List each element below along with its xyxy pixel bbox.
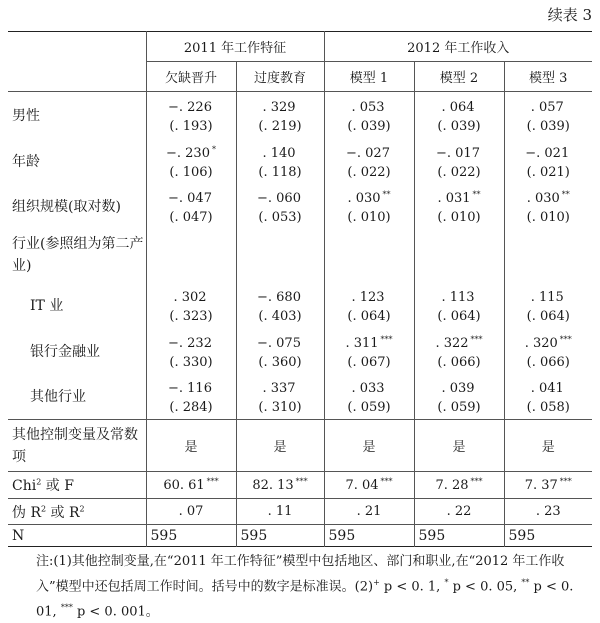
- std-error: (. 066): [526, 354, 570, 370]
- row-label: 男性: [12, 108, 40, 125]
- coef: −. 226: [168, 100, 212, 116]
- coef: . 322: [435, 335, 469, 351]
- table-row: [8, 183, 592, 229]
- superscript: 2: [41, 503, 47, 513]
- coef: . 030: [347, 190, 381, 206]
- coef: . 030: [526, 190, 560, 206]
- table-row: [8, 374, 592, 420]
- std-error: (. 064): [437, 308, 481, 324]
- column-header: 过度教育: [236, 62, 324, 92]
- table-cell: . 23: [504, 499, 592, 525]
- std-error: (. 330): [169, 354, 213, 370]
- sig-marker: *: [211, 144, 216, 154]
- table-cell: [236, 374, 324, 420]
- std-error: (. 284): [169, 400, 213, 416]
- table-cell: [236, 328, 324, 374]
- coef: . 041: [530, 381, 564, 397]
- table-cell: [324, 374, 414, 420]
- table-cell: [146, 92, 236, 139]
- table-cell: . 22: [414, 499, 504, 525]
- note-text: p < 0. 001。: [72, 604, 159, 620]
- table-cell: 是: [146, 420, 236, 472]
- row-label: 其他行业: [30, 389, 86, 406]
- sig-marker: **: [561, 189, 570, 199]
- coef: . 113: [441, 289, 475, 305]
- sig-marker: **: [382, 189, 391, 199]
- table-cell: [504, 229, 592, 282]
- std-error: (. 219): [258, 119, 302, 135]
- sig-symbol: **: [521, 578, 530, 587]
- row-label: 其他控制变量及常数项: [12, 426, 138, 465]
- row-label: IT 业: [30, 297, 64, 314]
- std-error: (. 193): [169, 119, 213, 135]
- coef: . 337: [262, 381, 296, 397]
- note-text: p < 0. 1,: [379, 579, 445, 595]
- table-cell: [146, 374, 236, 420]
- note-text: 注:(1)其他控制变量,在“2011 年工作特征”模型中包括地区、部门和职业,在“2012 年工作收入”模型中还包括周工作时间。括号中的数字是标准误。(2): [36, 554, 565, 595]
- table-cell: [324, 92, 414, 139]
- std-error: (. 310): [258, 400, 302, 416]
- table-cell: 595: [324, 525, 414, 547]
- stub-header: [8, 32, 146, 92]
- coef: . 115: [530, 289, 564, 305]
- coef: −. 680: [257, 289, 301, 305]
- stat-value: 7. 37: [524, 478, 558, 493]
- regression-table: [8, 31, 592, 547]
- std-error: (. 039): [526, 119, 570, 135]
- coef: . 140: [262, 145, 296, 161]
- std-error: (. 067): [347, 354, 391, 370]
- table-note: [36, 551, 592, 623]
- superscript: 2: [79, 503, 85, 513]
- table-row: [8, 139, 592, 183]
- coef: . 033: [351, 381, 385, 397]
- stat-value: 60. 61: [163, 478, 205, 493]
- sig-symbol: *: [444, 578, 449, 587]
- table-cell: [236, 282, 324, 328]
- std-error: (. 058): [526, 400, 570, 416]
- stat-value: 7. 04: [345, 478, 379, 493]
- std-error: (. 360): [258, 354, 302, 370]
- table-cell: [146, 472, 236, 499]
- table-cell: [414, 229, 504, 282]
- sig-marker: ***: [380, 477, 393, 486]
- std-error: (. 010): [347, 209, 391, 225]
- table-cell: [236, 229, 324, 282]
- coef: . 057: [530, 100, 564, 116]
- sig-symbol: ***: [60, 603, 73, 613]
- std-error: (. 403): [258, 308, 302, 324]
- table-cell: [146, 229, 236, 282]
- std-error: (. 064): [347, 308, 391, 324]
- table-cell: . 11: [236, 499, 324, 525]
- table-cell: [414, 472, 504, 499]
- coef: −. 021: [525, 145, 570, 161]
- table-cell: 是: [504, 420, 592, 472]
- table-cell: [414, 374, 504, 420]
- row-label: [8, 499, 146, 525]
- std-error: (. 039): [437, 119, 481, 135]
- std-error: (. 010): [526, 209, 570, 225]
- table-cell: 595: [504, 525, 592, 547]
- row-label: [8, 472, 146, 499]
- coef: −. 017: [436, 145, 480, 161]
- std-error: (. 010): [437, 209, 481, 225]
- table-cell: [146, 282, 236, 328]
- sig-marker: ***: [559, 334, 572, 344]
- table-cell: [236, 92, 324, 139]
- note-text: p < 0. 05,: [448, 579, 522, 595]
- coef: . 031: [437, 190, 471, 206]
- column-header: 欠缺晋升: [146, 62, 236, 92]
- table-row: [8, 420, 592, 472]
- table-cell: [504, 472, 592, 499]
- std-error: (. 059): [437, 400, 481, 416]
- table-cell: 是: [414, 420, 504, 472]
- table-cell: [414, 183, 504, 229]
- table-cell: [236, 139, 324, 183]
- coef: −. 116: [168, 381, 212, 397]
- table-cell: [324, 328, 414, 374]
- std-error: (. 118): [258, 164, 302, 180]
- table-cell: [504, 374, 592, 420]
- note-text: p < 0. 01,: [36, 579, 574, 620]
- industry-group-label: 行业(参照组为第二产业): [12, 236, 144, 274]
- std-error: (. 022): [437, 164, 481, 180]
- header-group-2011: 2011 年工作特征: [146, 32, 324, 62]
- header-group-2012: 2012 年工作收入: [324, 32, 592, 62]
- table-cell: [324, 472, 414, 499]
- table-cell: [146, 183, 236, 229]
- coef: −. 075: [257, 335, 301, 351]
- table-row: [8, 499, 592, 525]
- stat-value: 7. 28: [435, 478, 469, 493]
- coef: −. 047: [168, 190, 212, 206]
- table-cell: [324, 282, 414, 328]
- table-cell: [414, 328, 504, 374]
- table-cell: [324, 183, 414, 229]
- table-cell: 595: [236, 525, 324, 547]
- std-error: (. 053): [258, 209, 302, 225]
- table-cell: [504, 328, 592, 374]
- table-cell: [414, 92, 504, 139]
- sig-marker: ***: [470, 334, 483, 344]
- std-error: (. 021): [526, 164, 570, 180]
- coef: . 320: [524, 335, 558, 351]
- coef: . 064: [441, 100, 475, 116]
- table-cell: [146, 328, 236, 374]
- std-error: (. 047): [169, 209, 213, 225]
- table-row: [8, 282, 592, 328]
- table-row: [8, 472, 592, 499]
- sig-marker: ***: [380, 334, 393, 344]
- table-cell: [504, 139, 592, 183]
- coef: . 053: [351, 100, 385, 116]
- column-header: 模型 1: [324, 62, 414, 92]
- table-row: [8, 229, 592, 282]
- coef: . 302: [173, 289, 207, 305]
- table-row: [8, 92, 592, 139]
- table-cell: . 07: [146, 499, 236, 525]
- sig-marker: ***: [470, 477, 483, 486]
- coef: −. 230: [166, 145, 210, 161]
- table-cell: 595: [146, 525, 236, 547]
- sig-marker: ***: [295, 477, 308, 486]
- row-label: 银行金融业: [30, 343, 100, 360]
- stat-value: 82. 13: [252, 478, 294, 493]
- coef: −. 027: [346, 145, 390, 161]
- table-row: [8, 525, 592, 547]
- label-text: 或 R: [46, 504, 80, 521]
- sig-marker: ***: [559, 477, 572, 486]
- table-cell: 595: [414, 525, 504, 547]
- coef: . 123: [351, 289, 385, 305]
- superscript: 2: [36, 477, 42, 487]
- table-cell: [324, 229, 414, 282]
- table-cell: [146, 139, 236, 183]
- table-cell: [504, 282, 592, 328]
- table-cell: . 21: [324, 499, 414, 525]
- std-error: (. 323): [169, 308, 213, 324]
- std-error: (. 066): [437, 354, 481, 370]
- label-text: Chi: [12, 478, 37, 494]
- sig-marker: **: [472, 189, 481, 199]
- column-header: 模型 2: [414, 62, 504, 92]
- table-row: [8, 328, 592, 374]
- table-cell: 是: [236, 420, 324, 472]
- coef: . 039: [441, 381, 475, 397]
- std-error: (. 064): [526, 308, 570, 324]
- std-error: (. 106): [169, 164, 213, 180]
- std-error: (. 059): [347, 400, 391, 416]
- std-error: (. 022): [347, 164, 391, 180]
- label-text: 或 F: [41, 478, 74, 494]
- row-label: 年龄: [12, 153, 40, 170]
- table-cell: [504, 183, 592, 229]
- table-cell: [414, 139, 504, 183]
- label-text: 伪 R: [12, 504, 41, 521]
- table-cell: [236, 472, 324, 499]
- coef: . 311: [345, 335, 379, 351]
- sig-marker: ***: [206, 477, 219, 486]
- table-cell: [324, 139, 414, 183]
- coef: . 329: [262, 100, 296, 116]
- table-caption: 续表 3: [547, 6, 592, 24]
- column-header: 模型 3: [504, 62, 592, 92]
- sig-symbol: +: [373, 578, 380, 587]
- row-label: N: [12, 527, 25, 544]
- row-label: 组织规模(取对数): [12, 198, 121, 215]
- coef: −. 232: [168, 335, 212, 351]
- coef: −. 060: [257, 190, 301, 206]
- table-cell: [236, 183, 324, 229]
- std-error: (. 039): [347, 119, 391, 135]
- table-cell: [504, 92, 592, 139]
- table-cell: [414, 282, 504, 328]
- table-cell: 是: [324, 420, 414, 472]
